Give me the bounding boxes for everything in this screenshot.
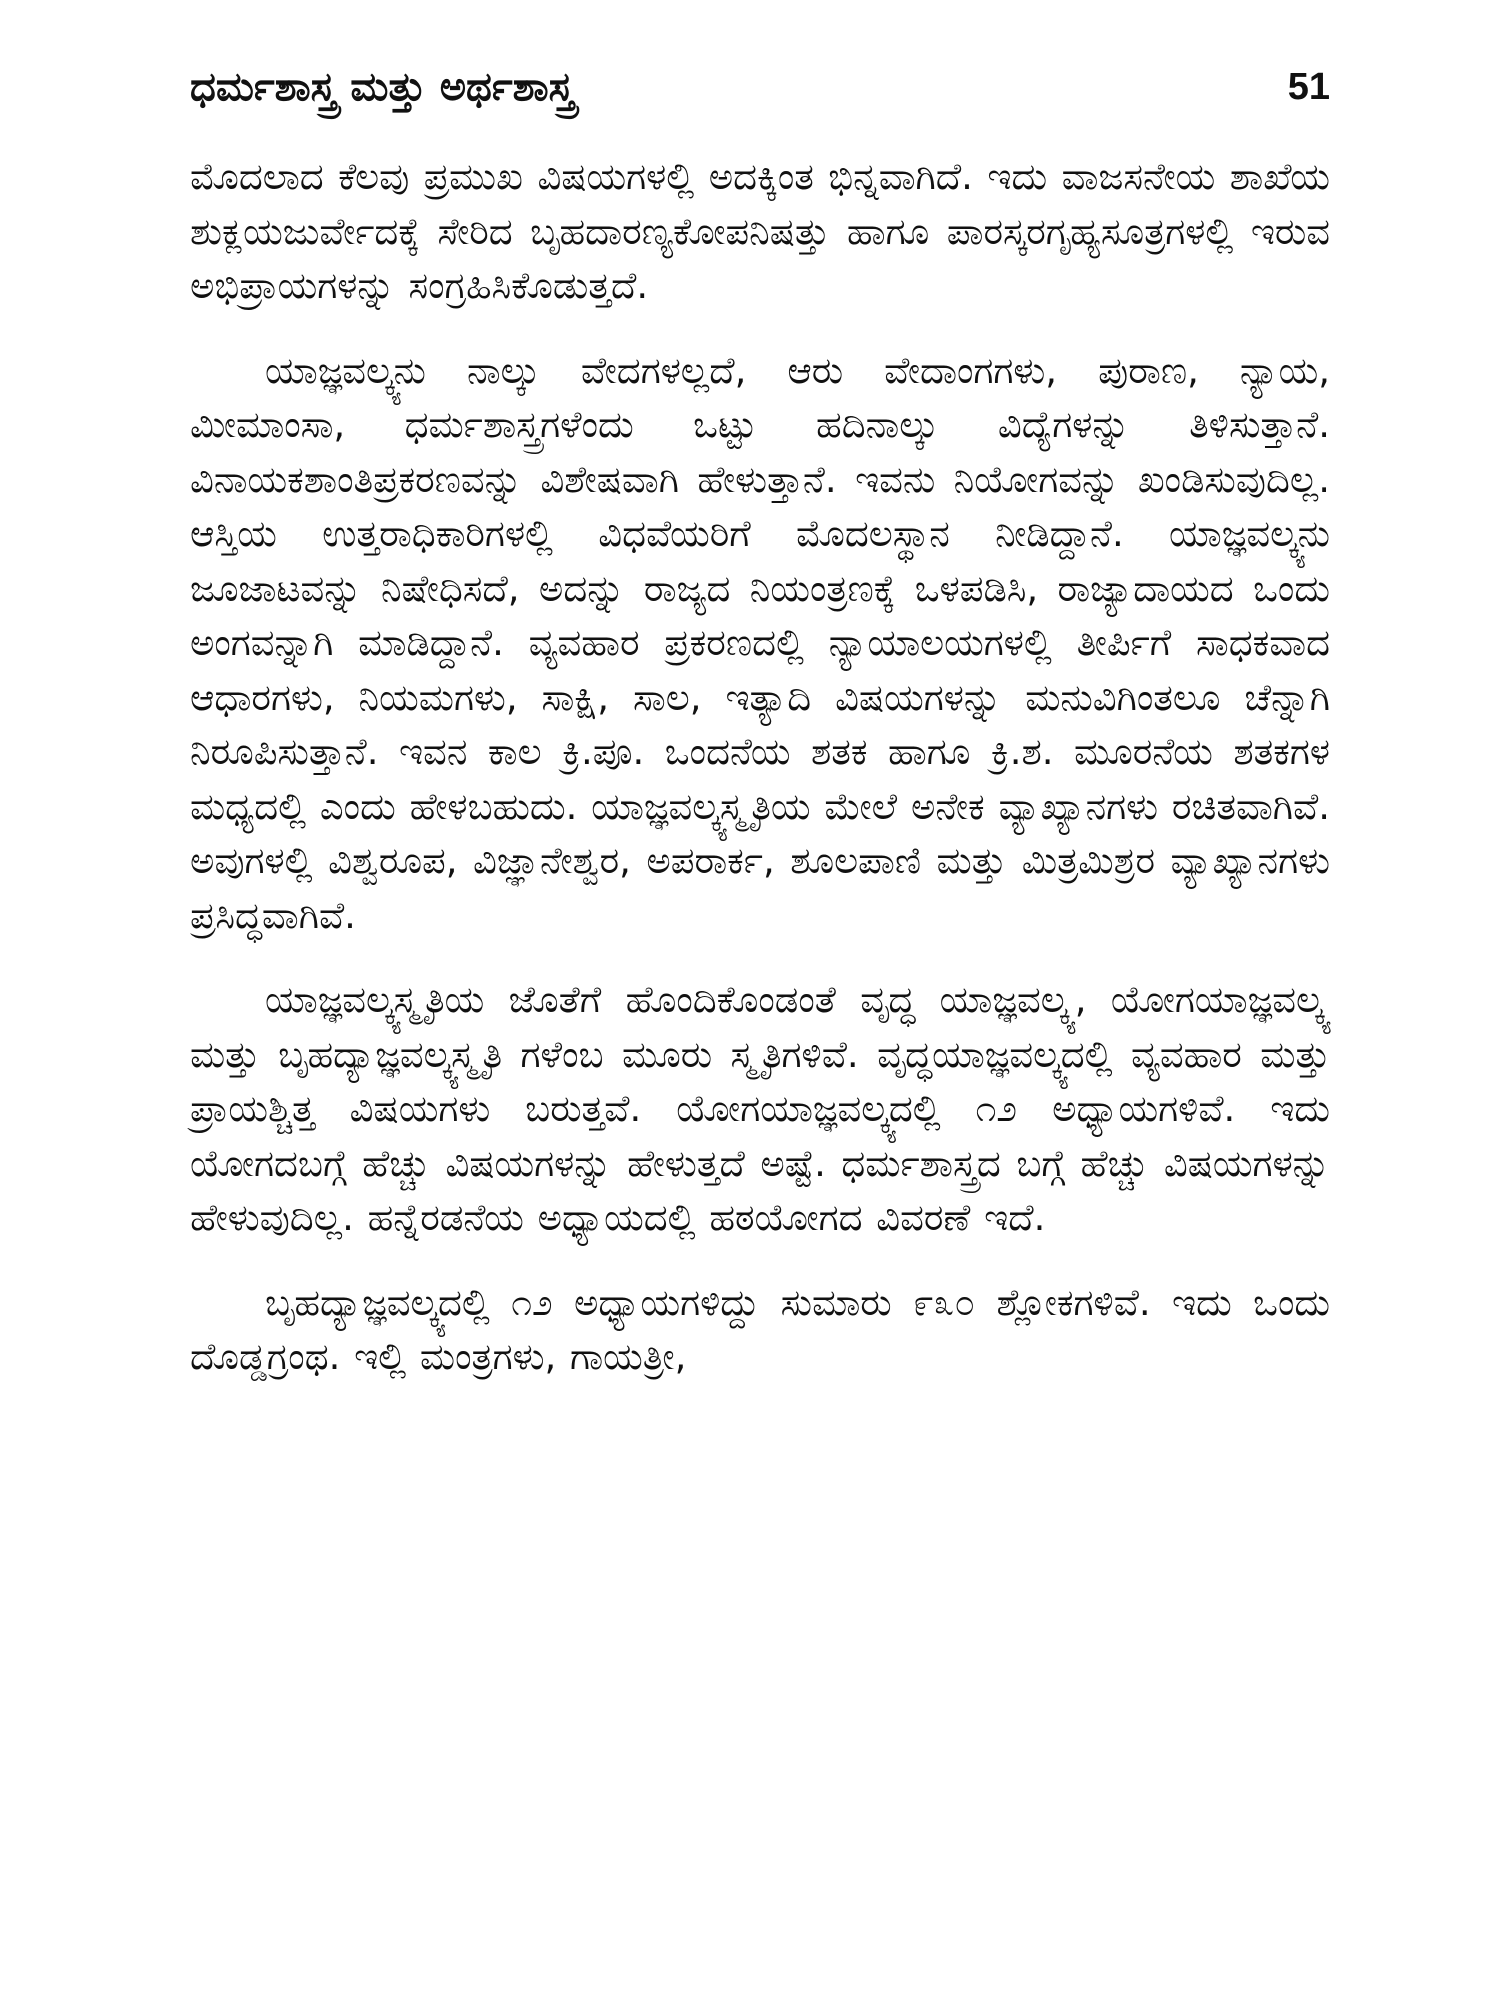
- page-number: 51: [1287, 65, 1330, 108]
- paragraph-brihad: ಬೃಹದ್ಯಾಜ್ಞವಲ್ಕ್ಯದಲ್ಲಿ ೧೨ ಅಧ್ಯಾಯಗಳಿದ್ದು ಸುಮಾರು ೯೩೦ ಶ್ಲೋಕಗಳಿವೆ. ಇದು ಒಂದು ದೊಡ್ಡಗ್ರಂಥ. ಇಲ್ಲಿ ಮಂತ್ರಗಳು, ಗಾಯತ್ರೀ,: [190, 1280, 1330, 1378]
- paragraph-continuation: ಮೊದಲಾದ ಕೆಲವು ಪ್ರಮುಖ ವಿಷಯಗಳಲ್ಲಿ ಅದಕ್ಕಿಂತ ಭಿನ್ನವಾಗಿದೆ. ಇದು ವಾಜಸನೇಯ ಶಾಖೆಯ ಶುಕ್ಲಯಜುರ್ವೇದಕ್ಕೆ ಸೇರಿದ ಬೃಹದಾರಣ್ಯಕೋಪನಿಷತ್ತು ಹಾಗೂ ಪಾರಸ್ಕರಗೃಹ್ಯಸೂತ್ರಗಳಲ್ಲಿ ಇರುವ ಅಭಿಪ್ರಾಯಗಳನ್ನು ಸಂಗ್ರಹಿಸಿಕೊಡುತ್ತದೆ.: [190, 155, 1330, 307]
- body-text: [190, 150, 1330, 1385]
- paragraph-yajnavalkya: ಯಾಜ್ಞವಲ್ಕ್ಯನು ನಾಲ್ಕು ವೇದಗಳಲ್ಲದೆ, ಆರು ವೇದಾಂಗಗಳು, ಪುರಾಣ, ನ್ಯಾಯ, ಮೀಮಾಂಸಾ, ಧರ್ಮಶಾಸ್ತ್ರಗಳೆಂದು ಒಟ್ಟು ಹದಿನಾಲ್ಕು ವಿದ್ಯೆಗಳನ್ನು ತಿಳಿಸುತ್ತಾನೆ. ವಿನಾಯಕಶಾಂತಿಪ್ರಕರಣವನ್ನು ವಿಶೇಷವಾಗಿ ಹೇಳುತ್ತಾನೆ. ಇವನು ನಿಯೋಗವನ್ನು ಖಂಡಿಸುವುದಿಲ್ಲ. ಆಸ್ತಿಯ ಉತ್ತರಾಧಿಕಾರಿಗಳಲ್ಲಿ ವಿಧವೆಯರಿಗೆ ಮೊದಲಸ್ಥಾನ ನೀಡಿದ್ದಾನೆ. ಯಾಜ್ಞವಲ್ಕ್ಯನು ಜೂಜಾಟವನ್ನು ನಿಷೇಧಿಸದೆ, ಅದನ್ನು ರಾಜ್ಯದ ನಿಯಂತ್ರಣಕ್ಕೆ ಒಳಪಡಿಸಿ, ರಾಜ್ಯಾದಾಯದ ಒಂದು ಅಂಗವನ್ನಾಗಿ ಮಾಡಿದ್ದಾನೆ. ವ್ಯವಹಾರ ಪ್ರಕರಣದಲ್ಲಿ ನ್ಯಾಯಾಲಯಗಳಲ್ಲಿ ತೀರ್ಪಿಗೆ ಸಾಧಕವಾದ ಆಧಾರಗಳು, ನಿಯಮಗಳು, ಸಾಕ್ಷಿ, ಸಾಲ, ಇತ್ಯಾದಿ ವಿಷಯಗಳನ್ನು ಮನುವಿಗಿಂತಲೂ ಚೆನ್ನಾಗಿ ನಿರೂಪಿಸುತ್ತಾನೆ. ಇವನ ಕಾಲ ಕ್ರಿ.ಪೂ. ಒಂದನೆಯ ಶತಕ ಹಾಗೂ ಕ್ರಿ.ಶ. ಮೂರನೆಯ ಶತಕಗಳ ಮಧ್ಯದಲ್ಲಿ ಎಂದು ಹೇಳಬಹುದು. ಯಾಜ್ಞವಲ್ಕ್ಯಸ್ಮೃತಿಯ ಮೇಲೆ ಅನೇಕ ವ್ಯಾಖ್ಯಾನಗಳು ರಚಿತವಾಗಿವೆ. ಅವುಗಳಲ್ಲಿ ವಿಶ್ವರೂಪ, ವಿಜ್ಞಾನೇಶ್ವರ, ಅಪರಾರ್ಕ, ಶೂಲಪಾಣಿ ಮತ್ತು ಮಿತ್ರಮಿಶ್ರರ ವ್ಯಾಖ್ಯಾನಗಳು ಪ್ರಸಿದ್ಧವಾಗಿವೆ.: [190, 348, 1330, 937]
- running-title: ಧರ್ಮಶಾಸ್ತ್ರ ಮತ್ತು ಅರ್ಥಶಾಸ್ತ್ರ: [190, 64, 575, 110]
- paragraph-smritis: ಯಾಜ್ಞವಲ್ಕ್ಯಸ್ಮೃತಿಯ ಜೊತೆಗೆ ಹೊಂದಿಕೊಂಡಂತೆ ವೃದ್ಧ ಯಾಜ್ಞವಲ್ಕ್ಯ, ಯೋಗಯಾಜ್ಞವಲ್ಕ್ಯ ಮತ್ತು ಬೃಹದ್ಯಾಜ್ಞವಲ್ಕ್ಯಸ್ಮೃತಿ ಗಳೆಂಬ ಮೂರು ಸ್ಮೃತಿಗಳಿವೆ. ವೃದ್ಧಯಾಜ್ಞವಲ್ಕ್ಯದಲ್ಲಿ ವ್ಯವಹಾರ ಮತ್ತು ಪ್ರಾಯಶ್ಚಿತ್ತ ವಿಷಯಗಳು ಬರುತ್ತವೆ. ಯೋಗಯಾಜ್ಞವಲ್ಕ್ಯದಲ್ಲಿ ೧೨ ಅಧ್ಯಾಯಗಳಿವೆ. ಇದು ಯೋಗದಬಗ್ಗೆ ಹೆಚ್ಚು ವಿಷಯಗಳನ್ನು ಹೇಳುತ್ತದೆ ಅಷ್ಟೆ. ಧರ್ಮಶಾಸ್ತ್ರದ ಬಗ್ಗೆ ಹೆಚ್ಚು ವಿಷಯಗಳನ್ನು ಹೇಳುವುದಿಲ್ಲ. ಹನ್ನೆರಡನೆಯ ಅಧ್ಯಾಯದಲ್ಲಿ ಹಠಯೋಗದ ವಿವರಣೆ ಇದೆ.: [190, 978, 1330, 1239]
- page-header: [190, 52, 1330, 122]
